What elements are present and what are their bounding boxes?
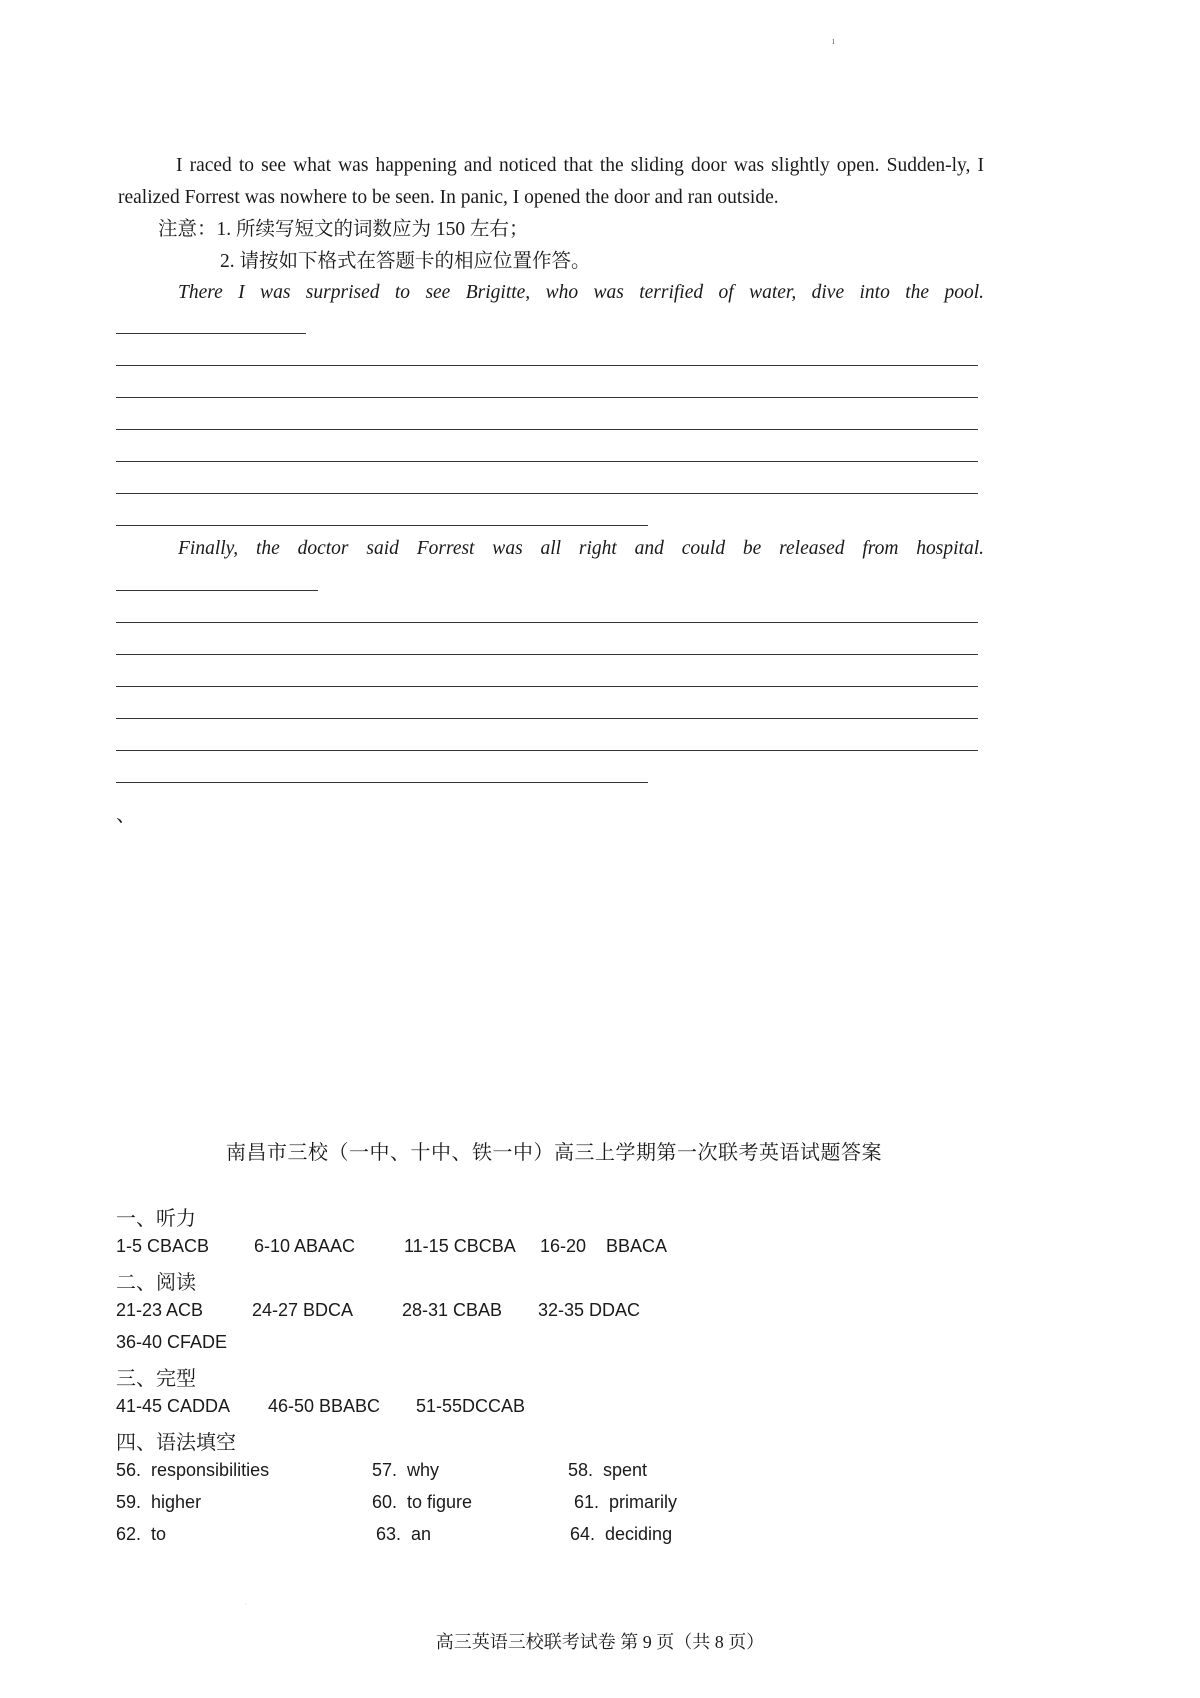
answer-group: 28-31 CBAB (402, 1300, 503, 1320)
answer-item: 59. higher (116, 1492, 202, 1512)
scan-dot: · (245, 1602, 247, 1608)
writing-line (116, 461, 978, 462)
answer-group: 32-35 DDAC (538, 1300, 641, 1320)
answer-item: 61. primarily (574, 1492, 678, 1512)
section-heading-reading: 二、阅读 (116, 1272, 196, 1294)
writing-line (116, 429, 978, 430)
writing-line (116, 750, 978, 751)
writing-line (116, 718, 978, 719)
note-line-2: 2. 请按如下格式在答题卡的相应位置作答。 (220, 251, 591, 272)
answer-item: 56. responsibilities (116, 1460, 270, 1480)
answer-item: 64. deciding (570, 1524, 673, 1544)
answer-group: 11-15 CBCBA (404, 1236, 516, 1256)
answer-group: 41-45 CADDA (116, 1396, 231, 1416)
writing-line (116, 686, 978, 687)
page-tick-mark: ı (832, 36, 835, 47)
writing-line (116, 782, 648, 783)
writing-line (116, 590, 318, 591)
writing-line (116, 365, 978, 366)
writing-line (116, 333, 306, 334)
answer-group: 46-50 BBABC (268, 1396, 381, 1416)
section-heading-listening: 一、听力 (116, 1208, 196, 1230)
answer-key-title: 南昌市三校（一中、十中、铁一中）高三上学期第一次联考英语试题答案 (226, 1142, 882, 1164)
writing-line (116, 622, 978, 623)
writing-line (116, 654, 978, 655)
section-heading-grammar: 四、语法填空 (116, 1432, 236, 1454)
answer-group: 51-55DCCAB (416, 1396, 526, 1416)
continuation-prompt-1: There I was surprised to see Brigitte, who was terrified of water, dive into the pool. (178, 282, 984, 303)
stray-mark: 、 (116, 804, 136, 826)
writing-line (116, 493, 978, 494)
answer-item: 60. to figure (372, 1492, 473, 1512)
answer-group: 36-40 CFADE (116, 1332, 228, 1352)
answer-group: 21-23 ACB (116, 1300, 204, 1320)
answer-group: 6-10 ABAAC (254, 1236, 356, 1256)
answer-item: 63. an (376, 1524, 432, 1544)
writing-line (116, 397, 978, 398)
writing-line (116, 525, 648, 526)
answer-group: 16-20 BBACA (540, 1236, 668, 1256)
answer-item: 62. to (116, 1524, 167, 1544)
answer-group: 24-27 BDCA (252, 1300, 354, 1320)
answer-item: 57. why (372, 1460, 440, 1480)
answer-item: 58. spent (568, 1460, 648, 1480)
section-heading-cloze: 三、完型 (116, 1368, 196, 1390)
note-line-1: 注意：1. 所续写短文的词数应为 150 左右； (158, 219, 529, 240)
continuation-prompt-2: Finally, the doctor said Forrest was all right and could be released from hospital. (178, 538, 984, 559)
page-footer: 高三英语三校联考试卷 第 9 页（共 8 页） (435, 1632, 765, 1652)
story-paragraph: I raced to see what was happening and noticed that the sliding door was slightly open. Sudden-ly, I realized Forrest was nowhere to be seen. In panic, I opened the door and ran outside. (118, 155, 984, 208)
answer-group: 1-5 CBACB (116, 1236, 210, 1256)
